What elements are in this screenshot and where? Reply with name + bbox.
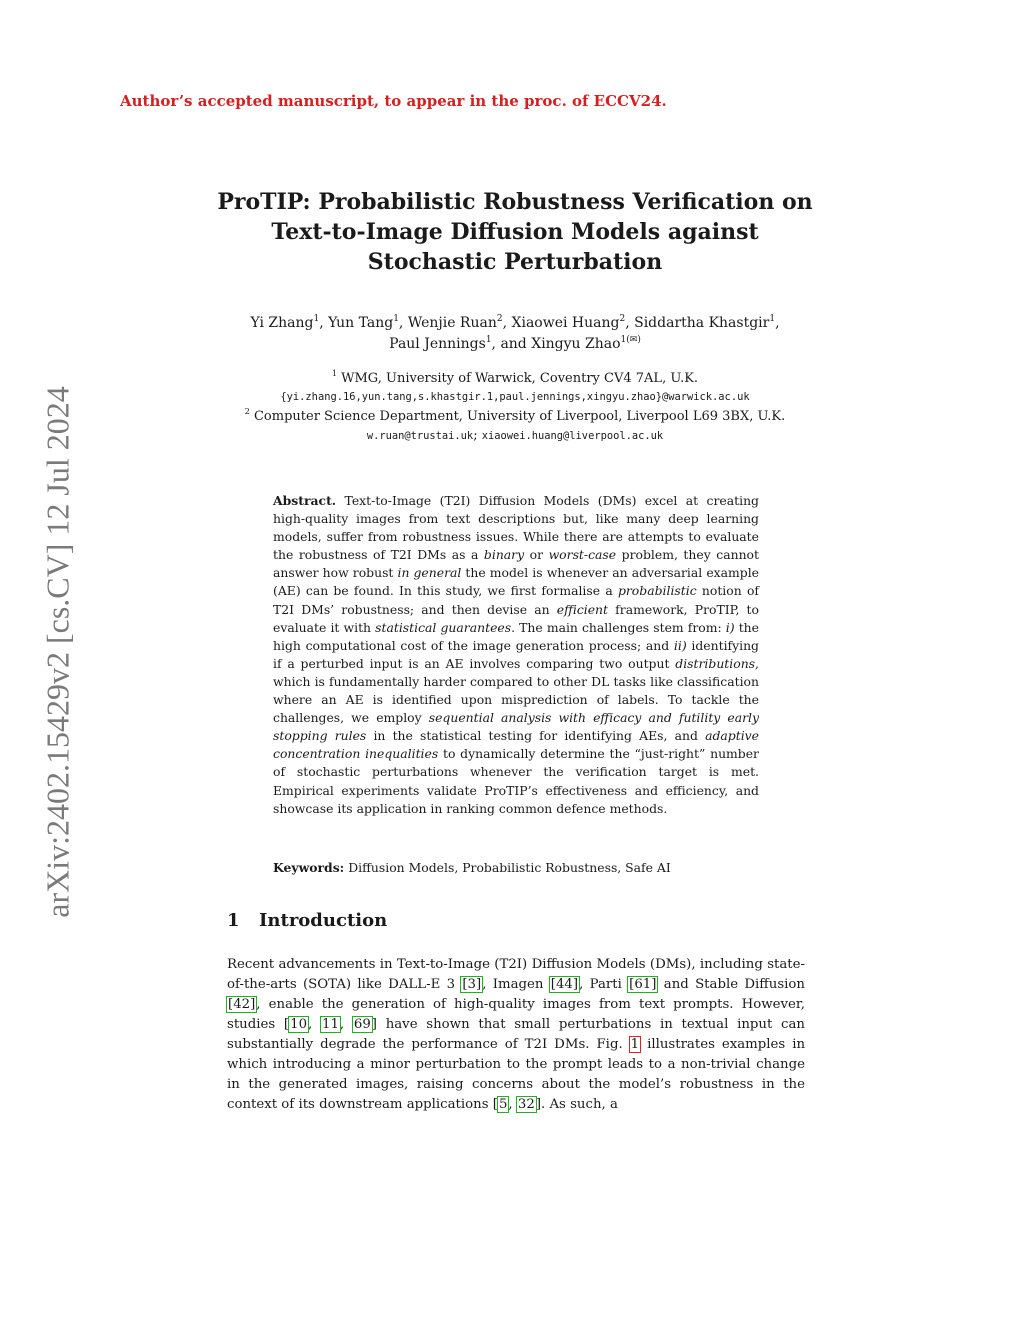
intro-text: illustrates examples in which introducing a minor perturbation to the prompt leads to a non-trivial change in the generated images, raising concerns about the model’s robustness in the context of its downstream applications [ [227,1037,806,1112]
abstract-emphasis: adaptive concentration inequalities [273,728,759,762]
intro-text: , [339,1017,353,1032]
author-name: Yi Zhang [250,315,314,331]
affiliation-number: 2 [244,407,250,416]
abstract-text: identifying if a perturbed input is an AE involves comparing two output [273,637,759,671]
affiliation-marker: 1 [769,314,776,324]
citation-link[interactable]: 32 [517,1097,535,1112]
abstract-text: . The main challenges stem from: [511,619,726,635]
citation-link[interactable]: 10 [290,1017,308,1032]
citation-link[interactable]: [44] [550,977,579,992]
section-number: 1 [227,910,240,931]
author-separator: , [775,315,780,331]
abstract-emphasis: distributions [675,655,756,671]
affiliation-number: 1 [331,369,337,378]
abstract-text: problem, they cannot answer how robust [273,547,759,581]
affiliation-email[interactable]: {yi.zhang.16,yun.tang,s.khastgir.1,paul.jennings,xingyu.zhao}@warwick.ac.uk [280,391,750,403]
citation-link[interactable]: [61] [629,977,657,992]
author-list [200,313,830,355]
affiliation-marker: 1 [393,314,399,324]
abstract-emphasis: in general [397,565,462,581]
abstract-emphasis: statistical guarantees [375,619,512,635]
citation-link[interactable]: 69 [353,1017,371,1032]
intro-text: , enable the generation of high-quality images from text prompts. However, studies [ [227,997,805,1032]
title-line: Text-to-Image Diffusion Models against [271,219,759,245]
affiliation-marker: 1 [485,335,492,345]
abstract-text: Text-to-Image (T2I) Diffusion Models (DMs) excel at creating high-quality images from text descriptions but, like many deep learning models, suffer from robustness issues. While there are attempts to evaluate the robustness of T2I DMs as a [273,493,759,563]
author-name: , and Xingyu Zhao [491,336,621,352]
citation-link[interactable]: 11 [321,1017,339,1032]
abstract-text: framework, ProTIP, to evaluate it with [273,601,759,635]
intro-text: , [508,1097,517,1112]
section-title: Introduction [259,910,388,931]
introduction-paragraph [227,955,805,1115]
author-name: , Yun Tang [319,315,394,331]
citation-link[interactable]: [42] [228,997,256,1012]
abstract-text: the model is whenever an adversarial example (AE) can be found. In this study, we first formalise a [273,565,759,599]
author-name: Paul Jennings [389,336,486,352]
email-separator: ; [473,428,482,443]
affiliation-text: Computer Science Department, University of Liverpool, Liverpool L69 3BX, U.K. [249,409,786,424]
title-line: ProTIP: Probabilistic Robustness Verification on [217,189,813,215]
abstract-text: to dynamically determine the “just-right” number of stochastic perturbations whenever the verification target is met. Empirical experiments validate ProTIP’s effectiveness and efficiency, and showcase its application in ranking common defence methods. [273,746,759,816]
author-name: , Wenjie Ruan [398,315,497,331]
intro-text: Recent advancements in Text-to-Image (T2I) Diffusion Models (DMs), including state-of-the-arts (SOTA) like DALL-E 3 [227,957,805,992]
paper-title [200,187,830,277]
abstract-emphasis: worst-case [548,547,617,563]
intro-text: ]. As such, a [535,1097,618,1112]
affiliation-text: WMG, University of Warwick, Coventry CV4 7AL, U.K. [337,371,699,386]
abstract-label: Abstract. [273,493,337,508]
affiliation-email-line [200,426,830,446]
figure-link[interactable]: 1 [630,1037,640,1052]
affiliation-line [200,407,830,426]
citation-link[interactable]: 5 [498,1097,508,1112]
abstract-emphasis: sequential analysis with efficacy and futility early stopping rules [273,710,759,744]
affiliation-marker: 2 [496,314,503,324]
affiliation-line [200,369,830,388]
abstract-emphasis: binary [483,547,525,563]
intro-text: , [308,1017,321,1032]
section-heading-introduction [227,910,387,931]
abstract-text: notion of T2I DMs’ robustness; and then devise an [273,583,759,617]
abstract-text: or [524,547,549,563]
abstract-text: the high computational cost of the image generation process; and [273,619,759,653]
affiliation-marker: 2 [619,314,626,324]
intro-text: , Parti [579,977,629,992]
abstract-emphasis: probabilistic [617,583,697,599]
author-line [200,334,830,355]
author-name: , Siddartha Khastgir [625,315,770,331]
affiliations [200,369,830,446]
abstract [273,492,759,818]
abstract-emphasis: efficient [556,601,609,617]
title-line: Stochastic Perturbation [367,249,663,275]
abstract-emphasis: ii) [673,637,687,653]
accepted-manuscript-notice: Author’s accepted manuscript, to appear in the proc. of ECCV24. [120,92,667,110]
affiliation-marker: 1 [313,314,320,324]
author-name: , Xiaowei Huang [502,315,620,331]
keywords-label: Keywords: [273,860,345,875]
intro-text: , Imagen [482,977,550,992]
affiliation-email[interactable]: xiaowei.huang@liverpool.ac.uk [481,430,664,442]
keywords-text: Diffusion Models, Probabilistic Robustness, Safe AI [344,860,671,875]
citation-link[interactable]: [3] [462,977,482,992]
author-line [200,313,830,334]
arxiv-identifier-stamp[interactable]: arXiv:2402.15429v2 [cs.CV] 12 Jul 2024 [39,386,76,918]
abstract-text: , which is fundamentally harder compared to other DL tasks like classification where an AE is identified upon misprediction of labels. To tackle the challenges, we employ [273,655,759,726]
abstract-text: in the statistical testing for identifying AEs, and [366,728,706,744]
keywords [273,859,759,877]
corresponding-author-marker: 1(✉) [620,335,641,345]
abstract-emphasis: i) [725,619,735,635]
intro-text: and Stable Diffusion [657,977,805,992]
affiliation-email[interactable]: w.ruan@trustai.uk [366,430,474,442]
intro-text: ] have shown that small perturbations in textual input can substantially degrade the performance of T2I DMs. Fig. [227,1017,805,1052]
